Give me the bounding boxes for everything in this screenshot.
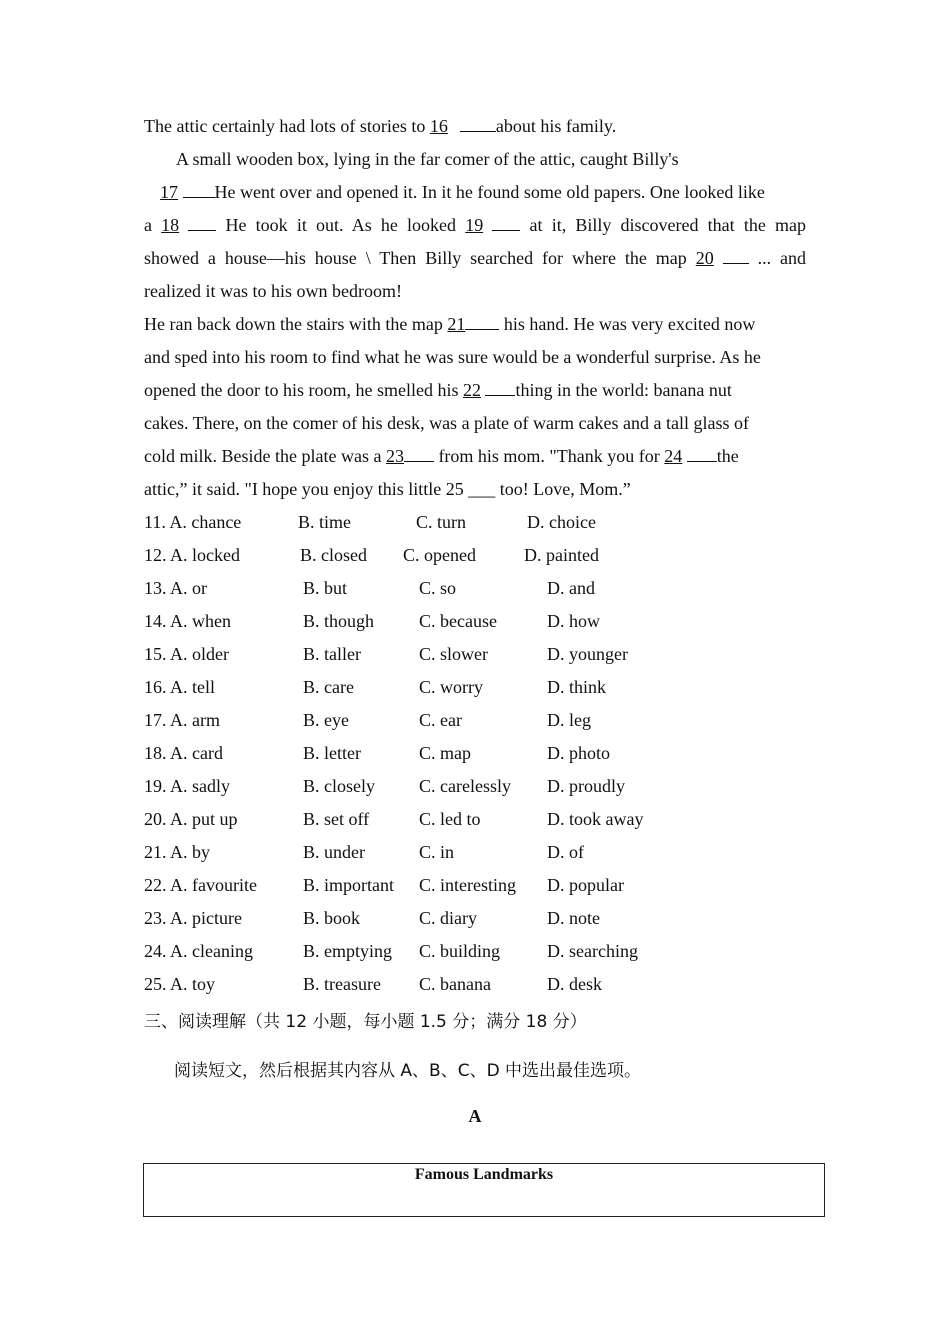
option-a: 12. A. locked	[144, 545, 240, 565]
option-d: D. of	[547, 842, 584, 862]
option-c: C. so	[419, 578, 457, 598]
option-c: C. map	[419, 743, 471, 763]
option-c: C. building	[419, 941, 501, 961]
answer-blank	[485, 377, 515, 396]
option-row	[144, 968, 806, 1001]
option-b: B. care	[303, 677, 354, 697]
section-heading: 三、阅读理解（共 12 小题，每小题 1.5 分；满分 18 分）	[144, 1012, 587, 1032]
option-b: B. important	[303, 875, 394, 895]
option-row	[144, 572, 806, 605]
answer-blank	[723, 245, 749, 264]
blank-number: 22	[462, 380, 481, 400]
option-row	[144, 836, 806, 869]
option-row	[144, 605, 806, 638]
option-d: D. how	[547, 611, 600, 631]
option-d: D. took away	[547, 809, 644, 829]
option-a: 19. A. sadly	[144, 776, 231, 796]
option-a: 22. A. favourite	[144, 875, 257, 895]
option-d: D. painted	[524, 545, 599, 565]
option-b: B. treasure	[303, 974, 381, 994]
options-list	[144, 506, 806, 1001]
option-d: D. and	[547, 578, 595, 598]
option-row	[144, 935, 806, 968]
option-b: B. but	[303, 578, 348, 598]
blank-number: 18	[161, 215, 180, 235]
answer-blank	[183, 179, 215, 198]
option-a: 23. A. picture	[144, 908, 242, 928]
blank-number: 17	[160, 182, 178, 202]
cloze-passage	[144, 110, 806, 1001]
passage-line: and sped into his room to find what he was sure would be a wonderful surprise. As he	[144, 347, 761, 367]
blank-number: 24	[664, 446, 683, 466]
option-row	[144, 704, 806, 737]
passage-line: attic,” it said. "I hope you enjoy this little 25 ___ too! Love, Mom.”	[144, 479, 631, 499]
option-b: B. though	[303, 611, 375, 631]
passage-line: A small wooden box, lying in the far comer of the attic, caught Billy's	[176, 149, 679, 169]
option-a: 18. A. card	[144, 743, 223, 763]
option-b: B. emptying	[303, 941, 392, 961]
option-b: B. taller	[303, 644, 361, 664]
option-c: C. in	[419, 842, 455, 862]
blank-number: 19	[465, 215, 484, 235]
passage-line: cakes. There, on the comer of his desk, was a plate of warm cakes and a tall glass of	[144, 413, 749, 433]
option-a: 17. A. arm	[144, 710, 220, 730]
option-c: C. interesting	[419, 875, 516, 895]
option-c: C. ear	[419, 710, 462, 730]
option-b: B. under	[303, 842, 365, 862]
option-b: B. closely	[303, 776, 375, 796]
option-d: D. photo	[547, 743, 610, 763]
option-a: 25. A. toy	[144, 974, 216, 994]
option-row	[144, 671, 806, 704]
option-a: 14. A. when	[144, 611, 231, 631]
option-d: D. choice	[527, 512, 596, 532]
option-row	[144, 770, 806, 803]
option-c: C. turn	[416, 512, 467, 532]
option-a: 15. A. older	[144, 644, 229, 664]
answer-blank	[460, 113, 496, 132]
passage-line: showed a house—his house \ Then Billy searched for where the map 20 ... and	[144, 242, 806, 275]
blank-number: 16	[429, 116, 448, 136]
passage-line: cold milk. Beside the plate was a 23 from his mom. "Thank you for 24 the	[144, 440, 806, 473]
option-b: B. book	[303, 908, 361, 928]
option-d: D. proudly	[547, 776, 625, 796]
option-a: 11. A. chance	[144, 512, 242, 532]
option-c: C. opened	[403, 545, 476, 565]
option-b: B. set off	[303, 809, 370, 829]
option-d: D. searching	[547, 941, 638, 961]
option-c: C. diary	[419, 908, 477, 928]
passage-line: opened the door to his room, he smelled his 22 thing in the world: banana nut	[144, 374, 806, 407]
option-c: C. worry	[419, 677, 483, 697]
blank-number: 21	[447, 314, 466, 334]
option-d: D. leg	[547, 710, 591, 730]
option-c: C. because	[419, 611, 497, 631]
option-c: C. slower	[419, 644, 488, 664]
passage-line: The attic certainly had lots of stories to 16 about his family.	[144, 110, 806, 143]
table-title: Famous Landmarks	[414, 1166, 554, 1183]
option-a: 20. A. put up	[144, 809, 238, 829]
option-c: C. led to	[419, 809, 481, 829]
option-a: 16. A. tell	[144, 677, 215, 697]
option-row	[144, 902, 806, 935]
option-row	[144, 506, 806, 539]
answer-blank	[465, 311, 499, 330]
passage-line: 17 He went over and opened it. In it he found some old papers. One looked like	[144, 176, 806, 209]
option-c: C. carelessly	[419, 776, 511, 796]
option-d: D. desk	[547, 974, 602, 994]
option-row	[144, 803, 806, 836]
blank-number: 20	[695, 248, 714, 268]
passage-line: He ran back down the stairs with the map 21 his hand. He was very excited now	[144, 308, 806, 341]
blank-number: 23	[385, 446, 404, 466]
option-d: D. younger	[547, 644, 628, 664]
answer-blank	[404, 443, 434, 462]
option-b: B. time	[298, 512, 351, 532]
option-row	[144, 539, 806, 572]
answer-blank	[188, 212, 216, 231]
answer-blank	[687, 443, 717, 462]
section-instruction: 阅读短文，然后根据其内容从 A、B、C、D 中选出最佳选项。	[174, 1061, 642, 1081]
passage-line: a 18 He took it out. As he looked 19 at it, Billy discovered that the map	[144, 209, 806, 242]
option-a: 13. A. or	[144, 578, 207, 598]
option-d: D. popular	[547, 875, 624, 895]
part-label: A	[468, 1106, 482, 1126]
option-row	[144, 737, 806, 770]
option-b: B. closed	[300, 545, 367, 565]
option-c: C. banana	[419, 974, 491, 994]
option-a: 24. A. cleaning	[144, 941, 253, 961]
option-b: B. letter	[303, 743, 361, 763]
landmarks-table	[143, 1163, 825, 1217]
answer-blank	[492, 212, 520, 231]
option-a: 21. A. by	[144, 842, 211, 862]
option-row	[144, 638, 806, 671]
passage-line: realized it was to his own bedroom!	[144, 281, 402, 301]
option-d: D. think	[547, 677, 607, 697]
option-row	[144, 869, 806, 902]
option-d: D. note	[547, 908, 600, 928]
option-b: B. eye	[303, 710, 349, 730]
